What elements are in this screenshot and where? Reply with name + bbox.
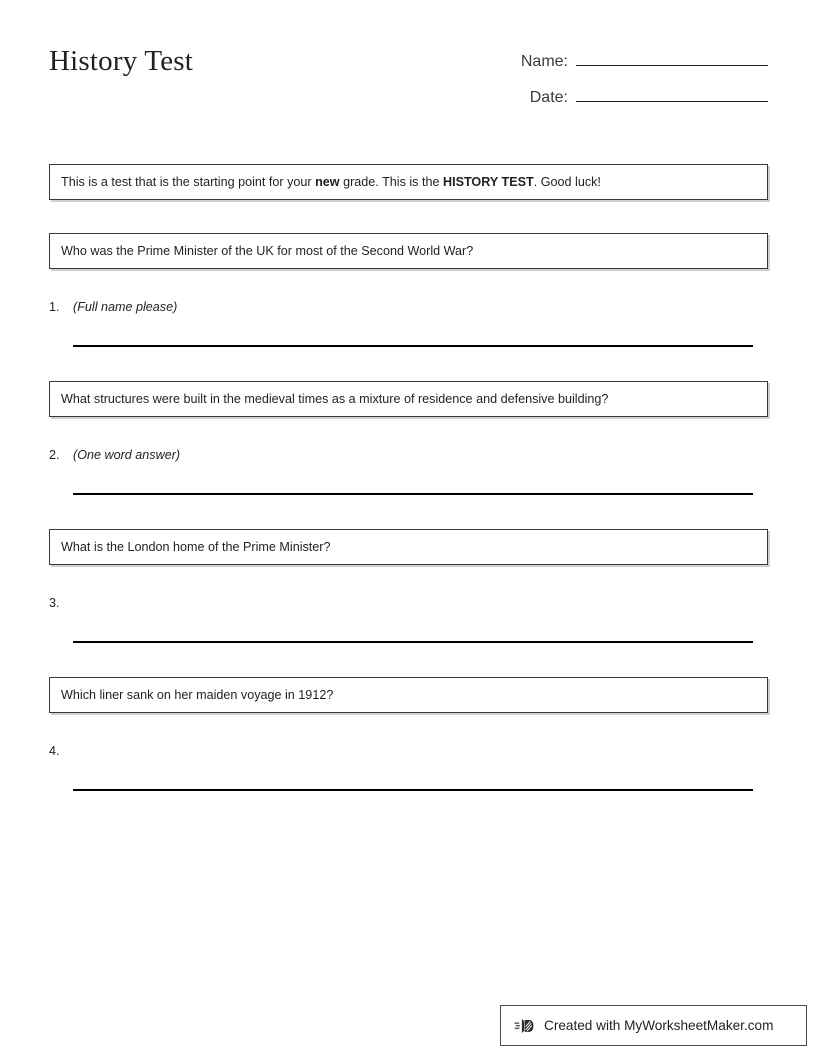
question-box-1 — [49, 233, 768, 269]
answer-head-4 — [49, 744, 768, 764]
question-prompt-3: What is the London home of the Prime Minister? — [61, 539, 331, 554]
question-number-2: 2. — [49, 448, 60, 462]
answer-line-4[interactable] — [73, 789, 753, 791]
worksheet-maker-logo-icon — [514, 1015, 536, 1037]
name-field-input[interactable] — [576, 48, 768, 66]
question-box-4 — [49, 677, 768, 713]
question-prompt-1: Who was the Prime Minister of the UK for most of the Second World War? — [61, 243, 474, 258]
answer-head-3 — [49, 596, 768, 616]
answer-line-3[interactable] — [73, 641, 753, 643]
instructions-box — [49, 164, 768, 200]
date-field-input[interactable] — [576, 84, 768, 102]
worksheet-maker-badge[interactable] — [500, 1005, 807, 1046]
question-prompt-4: Which liner sank on her maiden voyage in 1912? — [61, 687, 334, 702]
question-number-3: 3. — [49, 596, 60, 610]
student-info-fields — [458, 48, 768, 120]
name-field-row — [458, 48, 768, 84]
answer-block-4 — [49, 744, 768, 792]
question-prompt-2: What structures were built in the medieval times as a mixture of residence and defensive building? — [61, 391, 609, 406]
question-hint-1: (Full name please) — [73, 300, 178, 314]
question-number-1: 1. — [49, 300, 60, 314]
page-title: History Test — [49, 45, 194, 77]
question-number-4: 4. — [49, 744, 60, 758]
date-field-row — [458, 84, 768, 120]
answer-line-1[interactable] — [73, 345, 753, 347]
question-box-2 — [49, 381, 768, 417]
answer-head-2 — [49, 448, 768, 468]
name-field-label: Name: — [520, 53, 568, 70]
answer-head-1 — [49, 300, 768, 320]
date-field-label: Date: — [529, 89, 568, 106]
question-box-3 — [49, 529, 768, 565]
answer-block-3 — [49, 596, 768, 644]
page-header — [49, 44, 768, 124]
answer-block-2 — [49, 448, 768, 496]
answer-block-1 — [49, 300, 768, 348]
question-hint-2: (One word answer) — [73, 448, 181, 462]
worksheet-maker-badge-label: Created with MyWorksheetMaker.com — [544, 1018, 774, 1033]
instructions-text: This is a test that is the starting point for your new grade. This is the HISTORY TEST. Good luck! — [61, 174, 601, 189]
answer-line-2[interactable] — [73, 493, 753, 495]
